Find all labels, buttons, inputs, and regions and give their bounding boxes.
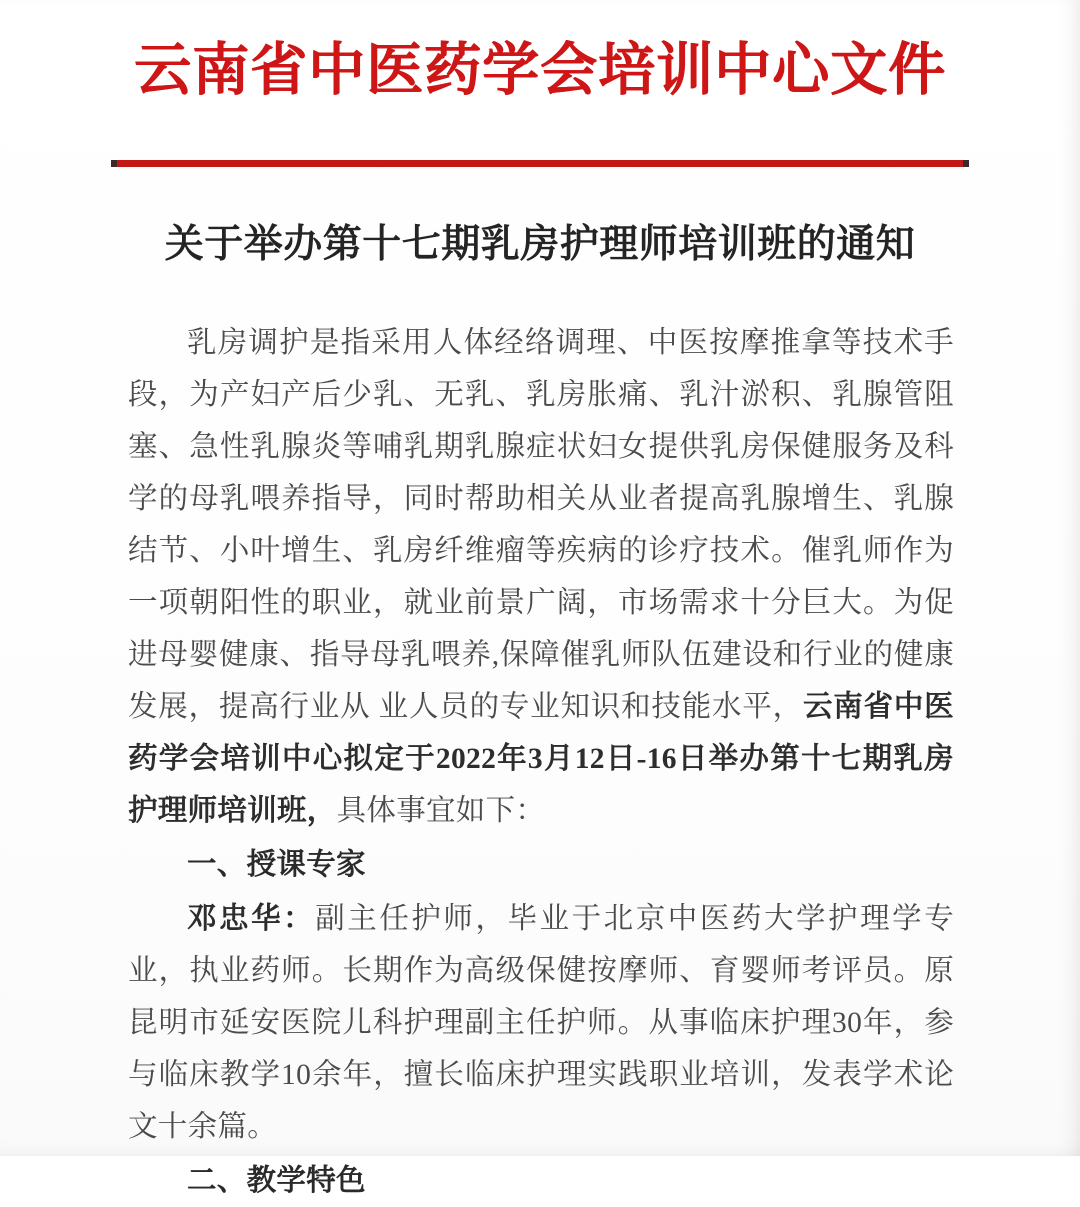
expert-paragraph [128,893,954,1153]
letterhead-banner [0,0,1080,122]
section-heading-teaching-features: 二、教学特色 [187,1165,366,1197]
intro-paragraph [128,317,954,837]
intro-text-normal-2: 具体事宜如下： [336,795,546,827]
intro-text-bold-announcement: 云南省中医药学会培训中心拟定于2022年3月12日-16日举办第十七期乳房护理师培训班， [128,691,954,827]
document-body [128,317,954,1207]
intro-text-normal-1: 乳房调护是指采用人体经络调理、中医按摩推拿等技术手段，为产妇产后少乳、无乳、乳房胀痛、乳汁淤积、乳腺管阻塞、急性乳腺炎等哺乳期乳腺症状妇女提供乳房保健服务及科学的母乳喂养指导，同时帮助相关从业者提高乳腺增生、乳腺结节、小叶增生、乳房纤维瘤等疾病的诊疗技术。催乳师作为一项朝阳性的职业，就业前景广阔，市场需求十分巨大。为促进母婴健康、指导母乳喂养,保障催乳师队伍建设和行业的健康发展，提高行业从 业人员的专业知识和技能水平， [128,327,954,723]
expert-name: 邓忠华： [187,903,316,935]
section-heading-lecturers: 一、授课专家 [187,849,366,881]
red-divider-rule [111,160,969,167]
expert-bio: 副主任护师，毕业于北京中医药大学护理学专业，执业药师。长期作为高级保健按摩师、育婴师考评员。原昆明市延安医院儿科护理副主任护师。从事临床护理30年，参与临床教学10余年，擅长临床护理实践职业培训，发表学术论文十余篇。 [128,903,954,1143]
document-title: 关于举办第十七期乳房护理师培训班的通知 [164,223,916,266]
letterhead-title: 云南省中医药学会培训中心文件 [134,39,946,102]
